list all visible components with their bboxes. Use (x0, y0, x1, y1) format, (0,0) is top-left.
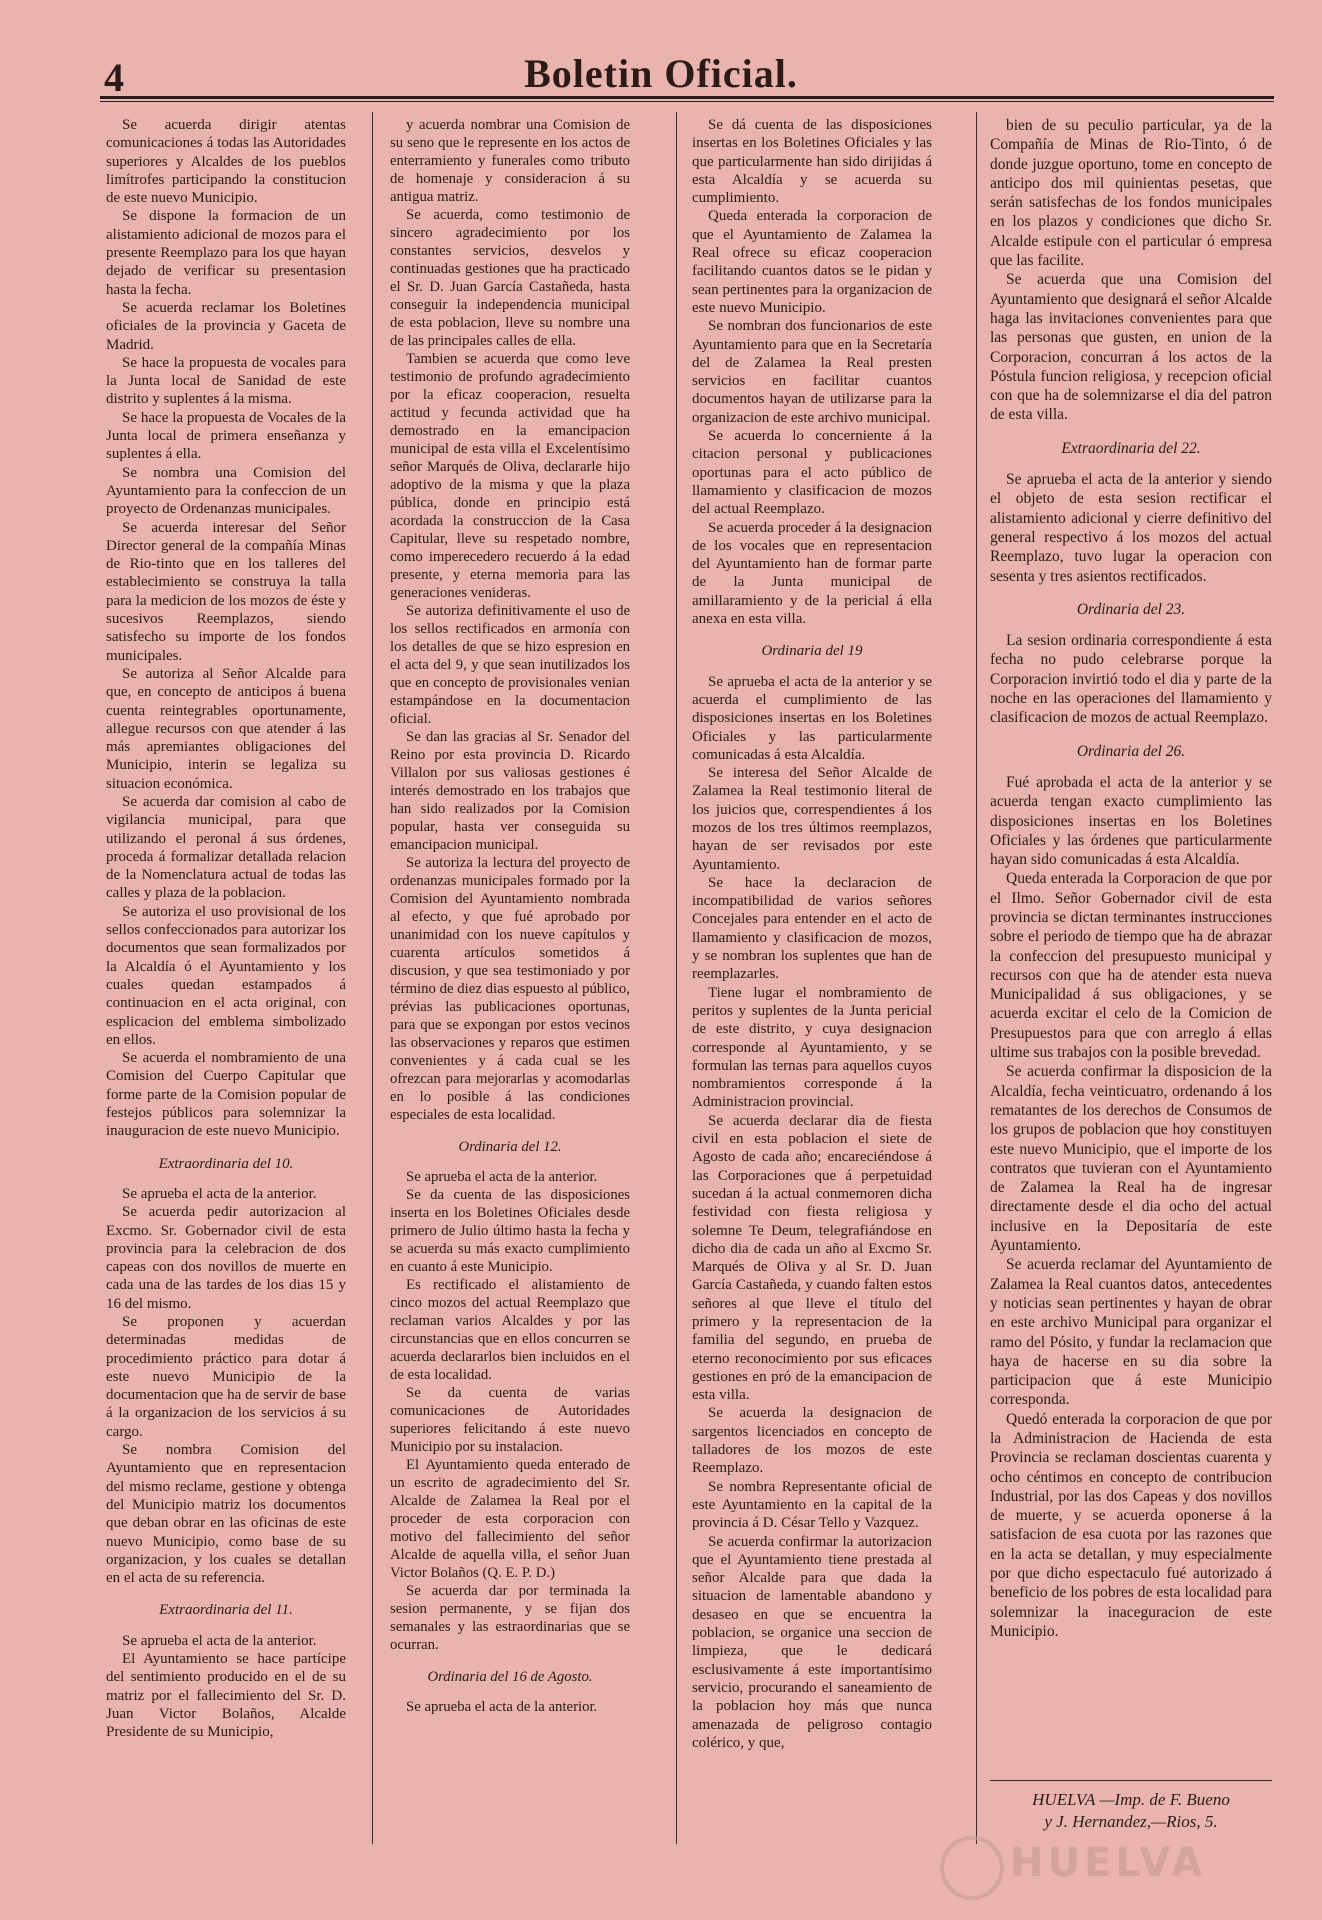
session-heading: Ordinaria del 16 de Agosto. (427, 1669, 593, 1685)
paragraph: Se acuerda declarar dia de fiesta civil en esta poblacion el siete de Agosto de cada año; encareciéndose á las Corporaciones que á perpetuidad sucedan á la actual conmemoren dicha festividad con fiesta religiosa y solemne Te Deum, telegrafiándose en dicho dia de cada un año al Excmo Sr. Marqués de Oliva y al Sr. D. Juan García Castañeda, y cuando falten estos señores al que lleve el título del primero y la representacion de la familia del segundo, en prueba de eterno reconocimiento por sus eficaces gestiones en pró de la emancipacion de esta villa. (692, 1112, 932, 1404)
paragraph: Se nombra Comision del Ayuntamiento que en representacion del mismo reclame, gestione y obtenga del Municipio matriz los documentos que deban obrar en las oficinas de este nuevo Municipio, como base de su organizacion, y los cuales se detallan en el acta de su referencia. (106, 1442, 346, 1587)
paragraph: Se acuerda reclamar del Ayuntamiento de Zalamea la Real cuantos datos, antecedentes y noticias sean pertinentes y hayan de obrar en este archivo Municipal para organizar el ramo del Pósito, y fundar la reclamacion que haya de hacerse en su dia sobre la participacion que á este Municipio corresponda. (990, 1256, 1272, 1409)
paragraph: Se autoriza el uso provisional de los sellos confeccionados para autorizar los documentos que sean formalizados por la Alcaldía ó el Ayuntamiento y los cuales quedan estampados á continuacion en el acta original, con esplicacion del emblema simbolizado en ellos. (106, 903, 346, 1048)
paragraph: Se dan las gracias al Sr. Senador del Reino por esta provincia D. Ricardo Villalon por sus valiosas gestiones é interés demostrado en los trabajos que han sido realizados por la Comision popular, hasta ver conseguida su emancipacion municipal. (390, 729, 630, 853)
paragraph: Se autoriza al Señor Alcalde para que, en concepto de anticipos á buena cuenta reintegrables oportunamente, allegue recursos con que atender á las más apremiantes obligaciones del Municipio, interin se legaliza su situacion económica. (106, 665, 346, 792)
column-divider (676, 112, 677, 1844)
session-heading: Extraordinaria del 11. (159, 1602, 293, 1619)
paragraph: Se da cuenta de las disposiciones inserta en los Boletines Oficiales desde primero de Julio último hasta la fecha y se acuerda su más exacto cumplimiento en cuanto á este Municipio. (390, 1187, 630, 1275)
paragraph: Se acuerda, como testimonio de sincero agradecimiento por los constantes servicios, desvelos y continuadas gestiones que ha practicado el Sr. D. Juan García Castañeda, hasta conseguir la independencia municipal de esta poblacion, lleve su nombre una de las principales calles de ella. (390, 207, 630, 349)
printer-imprint (990, 1780, 1272, 1833)
column-2 (390, 116, 630, 1716)
paragraph: Se acuerda reclamar los Boletines oficiales de la provincia y Gaceta de Madrid. (106, 299, 346, 353)
paragraph: Se proponen y acuerdan determinadas medidas de procedimiento práctico para dotar á este nuevo Municipio de la documentacion que ha de servir de base á la organizacion de los servicios á su cargo. (106, 1314, 346, 1440)
paragraph: Se aprueba el acta de la anterior y se acuerda el cumplimiento de las disposiciones insertas en los Boletines Oficiales y las particularmente comunicadas á esta Alcaldía. (692, 673, 932, 763)
paragraph: Se hace la declaracion de incompatibilidad de varios señores Concejales para entender en el acto de llamamiento y clasificacion de mozos, y se nombran los suplentes que han de reemplazarles. (692, 874, 932, 983)
paragraph: Se da cuenta de varias comunicaciones de Autoridades superiores felicitando á este nuevo Municipio por su instalacion. (390, 1385, 630, 1455)
imprint-line-2: y J. Hernandez,—Rios, 5. (1044, 1812, 1218, 1831)
session-heading: Ordinaria del 19 (761, 643, 863, 660)
paragraph: Se nombra Representante oficial de este Ayuntamiento en la capital de la provincia á D. César Tello y Vazquez. (692, 1478, 932, 1532)
paragraph: Se acuerda dirigir atentas comunicaciones á todas las Autoridades superiores y Alcaldes de los pueblos limítrofes participando la constitucion de este nuevo Municipio. (106, 117, 346, 207)
session-heading: Extraordinaria del 10. (158, 1155, 294, 1172)
paragraph: bien de su peculio particular, ya de la Compañía de Minas de Rio-Tinto, ó de donde juzgue oportuno, tome en concepto de anticipo dos mil quinientas pesetas, que serán satisfechas de los fondos municipales en los plazos y condiciones que dicho Sr. Alcalde estipule con el particular ó empresa que las facilite. (990, 117, 1272, 270)
paragraph: Se acuerda proceder á la designacion de los vocales que en representacion del Ayuntamiento han de formar parte de la Junta municipal de amillaramiento y de la pericial á ella anexa en esta villa. (692, 519, 932, 628)
paragraph: Tambien se acuerda que como leve testimonio de profundo agradecimiento por la eficaz cooperacion, resuelta actitud y fecunda actividad que ha demostrado en la emancipacion municipal de esta villa el Excelentísimo señor Marqués de Oliva, declararle hijo adoptivo de la misma y que la plaza pública, donde en principio está acordada la construccion de la Casa Capitular, lleve su respetado nombre, como imperecedero recuerdo á la edad presente, y eterna memoria para las generaciones venideras. (390, 351, 630, 601)
column-3 (692, 116, 932, 1752)
page-number: 4 (104, 55, 124, 100)
archive-watermark: HUELVA (1010, 1840, 1207, 1886)
archive-seal-icon (940, 1836, 1004, 1900)
paragraph: Se acuerda pedir autorizacion al Excmo. Sr. Gobernador civil de esta provincia para la celebracion de dos capeas con dos novillos de muerte en cada una de las tardes de los dias 15 y 16 del mismo. (106, 1204, 346, 1312)
column-divider (976, 112, 977, 1844)
paragraph: Se acuerda confirmar la autorizacion que el Ayuntamiento tiene prestada al señor Alcalde para que dada la situacion de lamentable abandono y desaseo en que se encuentra la poblacion, se organice una seccion de limpieza, que le dedicará esclusivamente á este importantísimo servicio, procurando el saneamiento de la poblacion hoy más que nunca amenazada de peligroso contagio colérico, y que, (692, 1533, 932, 1751)
session-heading: Extraordinaria del 22. (1061, 439, 1201, 457)
paragraph: Se acuerda el nombramiento de una Comision del Cuerpo Capitular que forme parte de la Comision popular de festejos públicos para solemnizar la inauguracion de este nuevo Municipio. (106, 1050, 346, 1140)
paragraph: Se interesa del Señor Alcalde de Zalamea la Real testimonio literal de los juicios que, correspendientes á los mozos de los tres últimos reemplazos, hayan de ser revisados por este Ayuntamiento. (692, 765, 932, 873)
paragraph: Se aprueba el acta de la anterior. (122, 1185, 317, 1202)
paragraph: Se acuerda dar comision al cabo de vigilancia municipal, para que utilizando el peronal á sus órdenes, proceda á formalizar detallada relacion de la Nomenclatura actual de todas las calles y plaza de la poblacion. (106, 793, 346, 902)
paragraph: Se acuerda confirmar la disposicion de la Alcaldía, fecha veinticuatro, ordenando á los rematantes de los derechos de Consumos de los grupos de poblacion que hoy constituyen este nuevo Municipio, que el importe de los contratos que tuvieran con el Ayuntamiento de Zalamea la Real ha de ingresar directamente desde el dia ocho del actual inclusive en la Depositaría de este Ayuntamiento. (990, 1063, 1272, 1255)
column-4 (990, 116, 1272, 1641)
session-heading: Ordinaria del 12. (458, 1139, 562, 1155)
paragraph: Fué aprobada el acta de la anterior y se acuerda tengan exacto cumplimiento las disposiciones insertas en los Boletines Oficiales y las órdenes que particularmente hayan sido comunicadas á esta Alcaldía. (990, 773, 1272, 869)
paragraph: Se aprueba el acta de la anterior. (406, 1699, 598, 1715)
paragraph: Se aprueba el acta de la anterior y siendo el objeto de esta sesion rectificar el alistamiento adicional y cierre definitivo del general respectivo á los mozos del actual Reemplazo, tuvo lugar la operacion con sesenta y tres asientos rectificados. (990, 471, 1272, 585)
paragraph: Se autoriza definitivamente el uso de los sellos rectificados en armonía con los detalles de que se hizo espresion en el acta del 9, y que sean inutilizados los que en concepto de provisionales venian estampándose en la documentacion oficial. (390, 603, 630, 727)
paragraph: El Ayuntamiento se hace partícipe del sentimiento producido en el de su matriz por el fallecimiento del Sr. D. Juan Victor Bolaños, Alcalde Presidente de su Municipio, (106, 1651, 346, 1741)
column-1 (106, 116, 346, 1742)
paragraph: Se acuerda la designacion de sargentos licenciados en concepto de talladores de los mozos de este Reemplazo. (692, 1405, 932, 1477)
paragraph: Se acuerda lo concerniente á la citacion personal y publicaciones oportunas para el acto público de llamamiento y clasificacion de mozos del actual Reemplazo. (692, 428, 932, 518)
paragraph: Se nombran dos funcionarios de este Ayuntamiento para que en la Secretaría del de Zalamea la Real presten servicios en facilitar cuantos documentos hayan de utilizarse para la organizacion de este archivo municipal. (692, 318, 932, 426)
paragraph: Queda enterada la corporacion de que el Ayuntamiento de Zalamea la Real ofrece su eficaz cooperacion facilitando cuantos datos se le pidan y sean pertinentes para la organizacion de este nuevo Municipio. (692, 208, 932, 316)
paragraph: y acuerda nombrar una Comision de su seno que le represente en los actos de enterramiento y funerales como tributo de homenaje y consideracion á su antigua matriz. (390, 117, 630, 205)
paragraph: Se dá cuenta de las disposiciones insertas en los Boletines Oficiales y las que particularmente han sido dirijidas á esta Alcaldía y se acuerda su cumplimiento. (692, 117, 932, 207)
paragraph: El Ayuntamiento queda enterado de un escrito de agradecimiento del Sr. Alcalde de Zalamea la Real por el proceder de esta corporacion con motivo del fallecimiento del señor Alcalde de aquella villa, el señor Juan Victor Bolaños (Q. E. P. D.) (390, 1457, 630, 1581)
paragraph: Queda enterada la Corporacion de que por el Ilmo. Señor Gobernador civil de esta provincia se dictan terminantes instrucciones sobre el periodo de tiempo que ha de abrazar la confeccion del presupuesto municipal y recursos con que ha de atender esta nueva Municipalidad á sus obligaciones, y se acuerda excitar el celo de la Comicion de Presupuestos para que con arreglo á ellas ultime sus trabajos con la posible brevedad. (990, 870, 1272, 1062)
session-heading: Ordinaria del 23. (1076, 600, 1186, 618)
session-heading: Ordinaria del 26. (1076, 742, 1186, 760)
paragraph: Se autoriza la lectura del proyecto de ordenanzas municipales formado por la Comision del Ayuntamiento nombrada al efecto, y que fué aprobado por unanimidad con los nueve capítulos y cuarenta artículos sometidos á discusion, y que sea testimoniado y por término de diez dias espuesto al público, prévias las publicaciones oportunas, para que se expongan por estos vecinos las observaciones y reparos que estimen convenientes y á cada cual se les ofrezcan para mejorarlas y acomodarlas en lo posible á las condiciones especiales de esta localidad. (390, 855, 630, 1123)
paragraph: Es rectificado el alistamiento de cinco mozos del actual Reemplazo que reclaman varios Alcaldes y por las circunstancias que en ellos concurren se acuerda declararlos bien incluidos en el de esta localidad. (390, 1277, 630, 1383)
header-rule-thin (100, 101, 1274, 102)
paragraph: Se aprueba el acta de la anterior. (406, 1169, 598, 1185)
paragraph: Se acuerda interesar del Señor Director general de la compañía Minas de Rio-tinto que en los talleres del establecimiento se construya la talla para la medicion de los mozos de éste y sucesivos Reemplazos, siendo satisfecho su importe de los fondos municipales. (106, 519, 346, 664)
paragraph: Se dispone la formacion de un alistamiento adicional de mozos para el presente Reemplazo para los que hayan dejado de verificar su presentasion hasta la fecha. (106, 208, 346, 298)
column-divider (372, 112, 373, 1844)
imprint-line-1: HUELVA —Imp. de F. Bueno (1032, 1790, 1230, 1809)
paragraph: Se hace la propuesta de Vocales de la Junta local de primera enseñanza y suplentes á ella. (106, 409, 346, 463)
paragraph: Se hace la propuesta de vocales para la Junta local de Sanidad de este distrito y suplentes á la misma. (106, 354, 346, 408)
paragraph: Se acuerda que una Comision del Ayuntamiento que designará el señor Alcalde haga las invitaciones convenientes para que las personas que gusten, en union de la Corporacion, concurran á los actos de la Póstula funcion religiosa, y recepcion oficial con que ha de solemnizarse el dia del patron de esta villa. (990, 271, 1272, 424)
paragraph: La sesion ordinaria correspondiente á esta fecha no pudo celebrarse porque la Corporacion invirtió todo el dia y parte de la noche en las operaciones del llamamiento y clasificacion de mozos de actual Reemplazo. (990, 632, 1272, 727)
masthead-title: Boletin Oficial. (524, 51, 798, 96)
paragraph: Se aprueba el acta de la anterior. (122, 1632, 317, 1649)
paragraph: Se acuerda dar por terminada la sesion permanente, y se fijan dos semanales y las estraordinarias que se ocurran. (390, 1583, 630, 1653)
header-rule (100, 96, 1274, 99)
paragraph: Quedó enterada la corporacion de que por la Administracion de Hacienda de esta Provincia se reclaman doscientas cuarenta y ocho céntimos en concepto de contribucion Industrial, por las dos Capeas y dos novillos de muerte, y se acuerda oponerse á la satisfacion de esa cuota por las razones que en la acta se detallan, y muy especialmente por que dicho espectaculo fué autorizado á beneficio de los pobres de esta localidad para solemnizar la inaceguracion de este Municipio. (990, 1410, 1272, 1640)
paragraph: Se nombra una Comision del Ayuntamiento para la confeccion de un proyecto de Ordenanzas municipales. (106, 464, 346, 518)
paragraph: Tiene lugar el nombramiento de peritos y suplentes de la Junta pericial de este distrito, y cuya designacion corresponde al Ayuntamiento, y se formulan las ternas para aquellos cuyos nombramientos corresponde á la Administracion provincial. (692, 984, 932, 1111)
